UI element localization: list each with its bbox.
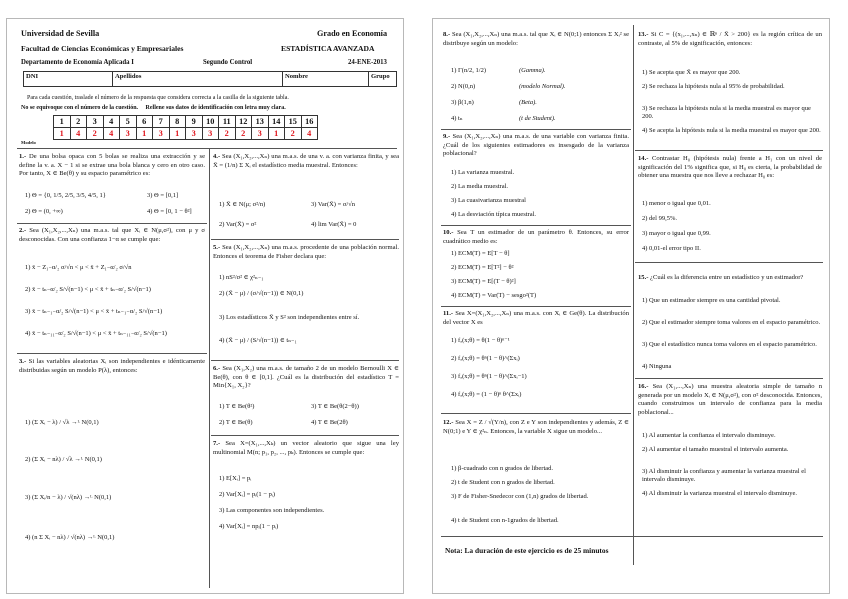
- question-number: 6.-: [213, 365, 221, 372]
- question-1: [19, 153, 205, 179]
- option: 4) ECM(T) = Var(T) − sesgo²(T): [451, 292, 537, 299]
- question-14: [638, 155, 822, 181]
- question-number: 12: [235, 116, 252, 128]
- option: 4) Θ = [0, 1 − θ²]: [147, 208, 192, 215]
- option: 2) Que el estimador siempre toma valores en el espacio paramétrico.: [642, 319, 821, 326]
- option: 3) F de Fisher-Snedecor con (1,n) grados de libertad.: [451, 493, 589, 500]
- question-text: Sea (X₁,...,Xₙ) una muestra aleatoria simple de tamaño n generada por un modelo Xᵢ ∈ N(μ,σ²), con σ² desconocida. Entonces, cuando construimos un intervalo de confianza para la media poblacional...: [638, 383, 822, 417]
- exam-page-right: [432, 18, 830, 594]
- divider: [211, 239, 399, 240]
- question-number: 14.-: [638, 155, 649, 162]
- option-note: (t de Student).: [519, 115, 556, 122]
- question-number: 9.-: [443, 133, 451, 140]
- answer-cell[interactable]: 4: [103, 128, 120, 140]
- question-text: Sea (X₁,X₂,...,Xₙ) una m.a.s. de una variable con varianza finita. ¿Cuál de los siguientes estimadores es insesgado de la varianza poblacional?: [443, 133, 629, 158]
- subject-name: ESTADÍSTICA AVANZADA: [281, 44, 375, 53]
- divider: [441, 306, 631, 307]
- question-5: [213, 244, 399, 261]
- option: 4) tₙ: [451, 115, 463, 122]
- question-number: 12.-: [443, 419, 454, 426]
- option: 4) Ninguna: [642, 363, 672, 370]
- question-number: 11: [219, 116, 236, 128]
- nombre-field[interactable]: Nombre: [282, 72, 361, 86]
- answer-cell[interactable]: 1: [169, 128, 186, 140]
- question-text: Si C = {(x₁,...,xₙ) ∈ ℝⁿ / X̄ > 200} es la región crítica de un contraste, al 5% de significación, entonces:: [638, 31, 822, 47]
- option: 2) x̄ − tₙ₋α/₂ S/√(n−1) < μ < x̄ + tₙ₋α/₂ S/√(n−1): [25, 286, 151, 293]
- option-note: (Gamma).: [519, 67, 546, 74]
- option: 4) fₓ(x;θ) = (1 − θ)ⁿ θ^(Σxᵢ): [451, 391, 522, 398]
- question-number: 8.-: [443, 31, 451, 38]
- question-number: 13: [252, 116, 269, 128]
- question-number: 14: [268, 116, 285, 128]
- question-number: 2.-: [19, 227, 27, 234]
- answer-row: [54, 128, 318, 140]
- column-divider: [633, 25, 634, 565]
- apellidos-field[interactable]: Apellidos: [112, 72, 285, 86]
- option: 1) ECM(T) = E[T − θ]: [451, 250, 510, 257]
- option: 3) Los estadísticos X̄ y S² son independientes entre sí.: [219, 314, 360, 321]
- option: 1) Γ(n/2, 1/2): [451, 67, 486, 74]
- question-number: 10: [202, 116, 219, 128]
- answer-cell[interactable]: 2: [235, 128, 252, 140]
- option: 3) Se rechaza la hipótesis nula si la media muestral es mayor que 200.: [642, 105, 811, 120]
- option: 3) T ∈ Be(θ(2−θ)): [311, 403, 359, 410]
- option: 4) t de Student con n-1grados de libertad.: [451, 517, 559, 524]
- answer-cell[interactable]: 3: [202, 128, 219, 140]
- answer-table: [53, 115, 318, 140]
- option: 1) La varianza muestral.: [451, 169, 515, 176]
- answer-cell[interactable]: 3: [153, 128, 170, 140]
- option: 2) t de Student con n grados de libertad.: [451, 479, 555, 486]
- answer-cell[interactable]: 1: [54, 128, 71, 140]
- answer-cell[interactable]: 2: [87, 128, 104, 140]
- instructions-line-2: No se equivoque con el número de la cuestión. Rellene sus datos de identificación con letra muy clara.: [21, 105, 286, 111]
- option: 3) Las componentes son independientes.: [219, 507, 325, 514]
- exam-name: Segundo Control: [203, 59, 253, 66]
- question-3: [19, 358, 205, 375]
- instructions-line-1: Para cada cuestión, traslade el número de la respuesta que considera correcta a la casilla de la siguiente tabla.: [27, 95, 289, 101]
- option: 1) β-cuadrado con n grados de libertad.: [451, 465, 554, 472]
- divider: [17, 223, 207, 224]
- option: 1) x̄ − Z₁₋α/₂ σ/√n < μ < x̄ + Z₁₋α/₂ σ/√n: [25, 264, 132, 271]
- option: 1) T ∈ Be(θ²): [219, 403, 255, 410]
- option: 3) β(1,n): [451, 99, 474, 106]
- duration-note: Nota: La duración de este ejercicio es de 25 minutos: [445, 546, 609, 555]
- question-text: Sea T un estimador de un parámetro θ. Entonces, su error cuadrático medio es:: [443, 229, 629, 245]
- grupo-field[interactable]: Grupo: [368, 72, 397, 86]
- option: 2) La media muestral.: [451, 183, 509, 190]
- answer-cell[interactable]: 3: [120, 128, 137, 140]
- question-text: Sea X=(X₁,X₂,...,Xₙ) una m.a.s. con Xᵢ ∈ Ge(θ). La distribución del vector X es: [443, 310, 629, 326]
- divider: [441, 225, 631, 226]
- option: 2) T ∈ Be(θ): [219, 419, 253, 426]
- option: 4) 0,01-el error tipo II.: [642, 245, 701, 252]
- option-note: (modelo Normal).: [519, 83, 566, 90]
- question-number: 8: [169, 116, 186, 128]
- question-4: [213, 153, 399, 170]
- question-text: Sea (X₁,X₂,...,Xₙ) una m.a.s. tal que Xᵢ ∈ N(0;1) entonces Σ Xᵢ² se distribuye según un modelo:: [443, 31, 629, 47]
- dni-field[interactable]: DNI: [26, 73, 39, 80]
- option: 1) X̄ ∈ N(μ; σ²/n): [219, 201, 266, 208]
- divider: [635, 378, 823, 379]
- question-number: 1.-: [19, 153, 27, 160]
- option: 3) x̄ − tₙ₋₁₋α/₂ S/√(n−1) < μ < x̄ + tₙ₋₁₋α/₂ S/√(n−1): [25, 308, 163, 315]
- divider: [441, 413, 631, 414]
- question-number: 16: [301, 116, 318, 128]
- option-note: (Beta).: [519, 99, 537, 106]
- question-text: Sea X = Z / √(Y/n), con Z e Y son independientes y además, Z ∈ N(0;1) e Y ∈ χ²ₙ. Entonces, la variable X sigue un modelo...: [443, 419, 630, 435]
- identification-grid: [23, 71, 397, 87]
- question-text: ¿Cuál es la diferencia entre un estadístico y un estimador?: [650, 274, 804, 281]
- option: 2) (X̄ − μ) / (σ/√(n−1)) ∈ N(0,1): [219, 290, 304, 297]
- question-number: 1: [54, 116, 71, 128]
- divider: [211, 435, 399, 436]
- answer-cell[interactable]: 2: [285, 128, 302, 140]
- question-text: Sea X=(X₁,...,Xₖ) un vector aleatorio que sigue una ley multinomial M(n; p₁, p₂, ..., pₖ). Entonces se cumple que:: [213, 440, 399, 456]
- question-text: Sea (X₁,X₂,...,Xₙ) una m.a.s. de una v. a. con varianza finita, y sea X̄ = (1/n) Σ Xᵢ el estadístico media muestral. Entonces:: [213, 153, 399, 169]
- question-number: 6: [136, 116, 153, 128]
- question-number: 7.-: [213, 440, 221, 447]
- option: 2) ECM(T) = E[T²] − θ²: [451, 264, 514, 271]
- question-7: [213, 440, 399, 457]
- option: 4) (n Σ Xᵢ − nλ) / √(nλ) →ᴸ N(0,1): [25, 534, 115, 541]
- option: 1) Se acepta que X̄ es mayor que 200.: [642, 69, 741, 76]
- question-2: [19, 227, 205, 244]
- divider: [17, 353, 207, 354]
- question-10: [443, 229, 629, 246]
- option: 2) Var(X̄) = σ²: [219, 221, 257, 228]
- question-number: 2: [70, 116, 87, 128]
- question-number: 15: [285, 116, 302, 128]
- option: 4) Al disminuir la varianza muestral el intervalo disminuye.: [642, 490, 798, 497]
- question-12: [443, 419, 629, 436]
- question-number: 15.-: [638, 274, 649, 281]
- answer-cell[interactable]: 3: [186, 128, 203, 140]
- option: 4) La desviación típica muestral.: [451, 211, 537, 218]
- answer-cell[interactable]: 3: [252, 128, 269, 140]
- exam-date: 24-ENE-2013: [348, 59, 387, 66]
- option: 1) Que un estimador siempre es una cantidad pivotal.: [642, 297, 781, 304]
- question-text: Contrastar H₀ (hipótesis nula) frente a H₁ con un nivel de significación del 1% significa que, si H₀ es cierta, la probabilidad de obtener una muestra que nos lleve a rechazar H₀ es:: [638, 155, 822, 180]
- question-13: [638, 31, 822, 48]
- question-number: 9: [186, 116, 203, 128]
- question-text: Sea (X₁,X₂) una m.a.s. de tamaño 2 de un modelo Bernoulli X ∈ Be(θ), con θ ∈ [0,1]. ¿Cuál es la distribución del estadístico T = Min{X₁, X₂}?: [213, 365, 399, 390]
- question-number: 3.-: [19, 358, 27, 365]
- option: 3) (Σ Xᵢ/n − λ) / √(nλ) →ᴸ N(0,1): [25, 494, 112, 501]
- answer-cell[interactable]: 2: [219, 128, 236, 140]
- question-11: [443, 310, 629, 327]
- option: 1) Θ = {0, 1/5, 2/5, 3/5, 4/5, 1}: [25, 192, 106, 199]
- question-text: Si las variables aleatorias Xᵢ son independientes e idénticamente distribuidas según un modelo P(λ), entonces:: [19, 358, 205, 374]
- question-text: De una bolsa opaca con 5 bolas se realiza una extracción y se define la v. a. X − 1 si se extrae una bola blanca y cero en otro caso. Por tanto, X ∈ Be(θ) y su espacio paramétrico es:: [19, 153, 206, 178]
- modelo-label: Modelo: [21, 140, 36, 145]
- option: 3) ECM(T) = E[(T − θ)²]: [451, 278, 516, 285]
- option: 1) Al aumentar la confianza el intervalo disminuye.: [642, 432, 776, 439]
- question-number: 4.-: [213, 153, 221, 160]
- question-9: [443, 133, 629, 159]
- option: 1) (Σ Xᵢ − λ) / √λ →ᴸ N(0,1): [25, 419, 99, 426]
- column-divider: [209, 148, 210, 588]
- question-number: 5: [120, 116, 137, 128]
- answer-cell[interactable]: 1: [268, 128, 285, 140]
- option: 2) del 99,5%.: [642, 215, 678, 222]
- divider: [635, 262, 823, 263]
- option: 4) lim Var(X̄) = 0: [311, 221, 357, 228]
- option: 3) Var(X̄) = σ/√n: [311, 201, 356, 208]
- option: 2) Se rechaza la hipótesis nula al 95% de probabilidad.: [642, 83, 785, 90]
- divider: [441, 536, 823, 537]
- question-number: 5.-: [213, 244, 221, 251]
- question-number: 4: [103, 116, 120, 128]
- option: 4) x̄ − tₙ₋₁₁₋α/₂ S/√(n−1) < μ < x̄ + tₙ₋₁₁₋α/₂ S/√(n−1): [25, 330, 167, 337]
- faculty-name: Facultad de Ciencias Económicas y Empresariales: [21, 44, 184, 53]
- question-6: [213, 365, 399, 391]
- question-16: [638, 383, 822, 418]
- option: 2) (Σ Xᵢ − nλ) / √λ →ᴸ N(0,1): [25, 456, 102, 463]
- answer-cell[interactable]: 4: [301, 128, 318, 140]
- question-number: 7: [153, 116, 170, 128]
- option: 2) Al aumentar el tamaño muestral el intervalo aumenta.: [642, 446, 789, 453]
- option: 1) menor o igual que 0,01.: [642, 200, 711, 207]
- option: 3) La cuasivarianza muestral: [451, 197, 526, 204]
- question-text: Sea (X₁,X₂,...,Xₙ) una m.a.s. tal que Xᵢ ∈ N(μ,σ²), con μ y σ desconocidas. Con una confianza 1−α se cumple que:: [19, 227, 205, 243]
- question-15: [638, 274, 822, 283]
- option: 2) N(0,n): [451, 83, 476, 90]
- answer-cell[interactable]: 1: [136, 128, 153, 140]
- option: 4) T ∈ Be(2θ): [311, 419, 348, 426]
- divider: [635, 150, 823, 151]
- question-number: 13.-: [638, 31, 649, 38]
- option: 2) fₓ(x;θ) = θⁿ(1 − θ)^(Σxᵢ): [451, 355, 520, 362]
- question-number: 16.-: [638, 383, 649, 390]
- option: 3) fₓ(x;θ) = θⁿ(1 − θ)^(Σxᵢ−1): [451, 373, 527, 380]
- option: 4) Se acepta la hipótesis nula si la media muestral es mayor que 200.: [642, 127, 821, 134]
- question-number: 10.-: [443, 229, 454, 236]
- question-number: 3: [87, 116, 104, 128]
- university-name: Universidad de Sevilla: [21, 29, 100, 38]
- option: 1) E[Xᵢ] = pᵢ: [219, 475, 252, 482]
- question-text: Sea (X₁,X₂,...,Xₙ) una m.a.s. procedente de una población normal. Entonces el teorema de Fisher declara que:: [213, 244, 399, 260]
- option: 4) Var[Xᵢ] = npᵢ(1 − pᵢ): [219, 523, 279, 530]
- option: 2) Var[Xᵢ] = pᵢ(1 − pᵢ): [219, 491, 276, 498]
- answer-cell[interactable]: 4: [70, 128, 87, 140]
- option: 3) mayor o igual que 0,99.: [642, 230, 711, 237]
- option: 3) Θ = [0,1]: [147, 192, 179, 199]
- option: 1) fₓ(x;θ) = θ(1 − θ)ⁿ⁻¹: [451, 337, 510, 344]
- option: 2) Θ = (0, +∞): [25, 208, 63, 215]
- option: 4) (X̄ − μ) / (S/√(n−1)) ∈ tₙ₋₁: [219, 337, 297, 344]
- exam-page-left: [6, 18, 404, 594]
- divider: [17, 148, 397, 149]
- option: 3) Que el estadístico nunca toma valores en el espacio paramétrico.: [642, 341, 817, 348]
- option: 3) Al disminuir la confianza y aumentar la varianza muestral el intervalo disminuye.: [642, 468, 806, 483]
- degree-name: Grado en Economía: [317, 29, 388, 38]
- question-number: 11.-: [443, 310, 454, 317]
- divider: [441, 129, 631, 130]
- option: 1) nS²/σ² ∈ χ²ₙ₋₁: [219, 274, 264, 281]
- question-number-row: [54, 116, 318, 128]
- department-name: Departamento de Economía Aplicada I: [21, 59, 134, 66]
- question-8: [443, 31, 629, 48]
- divider: [211, 360, 399, 361]
